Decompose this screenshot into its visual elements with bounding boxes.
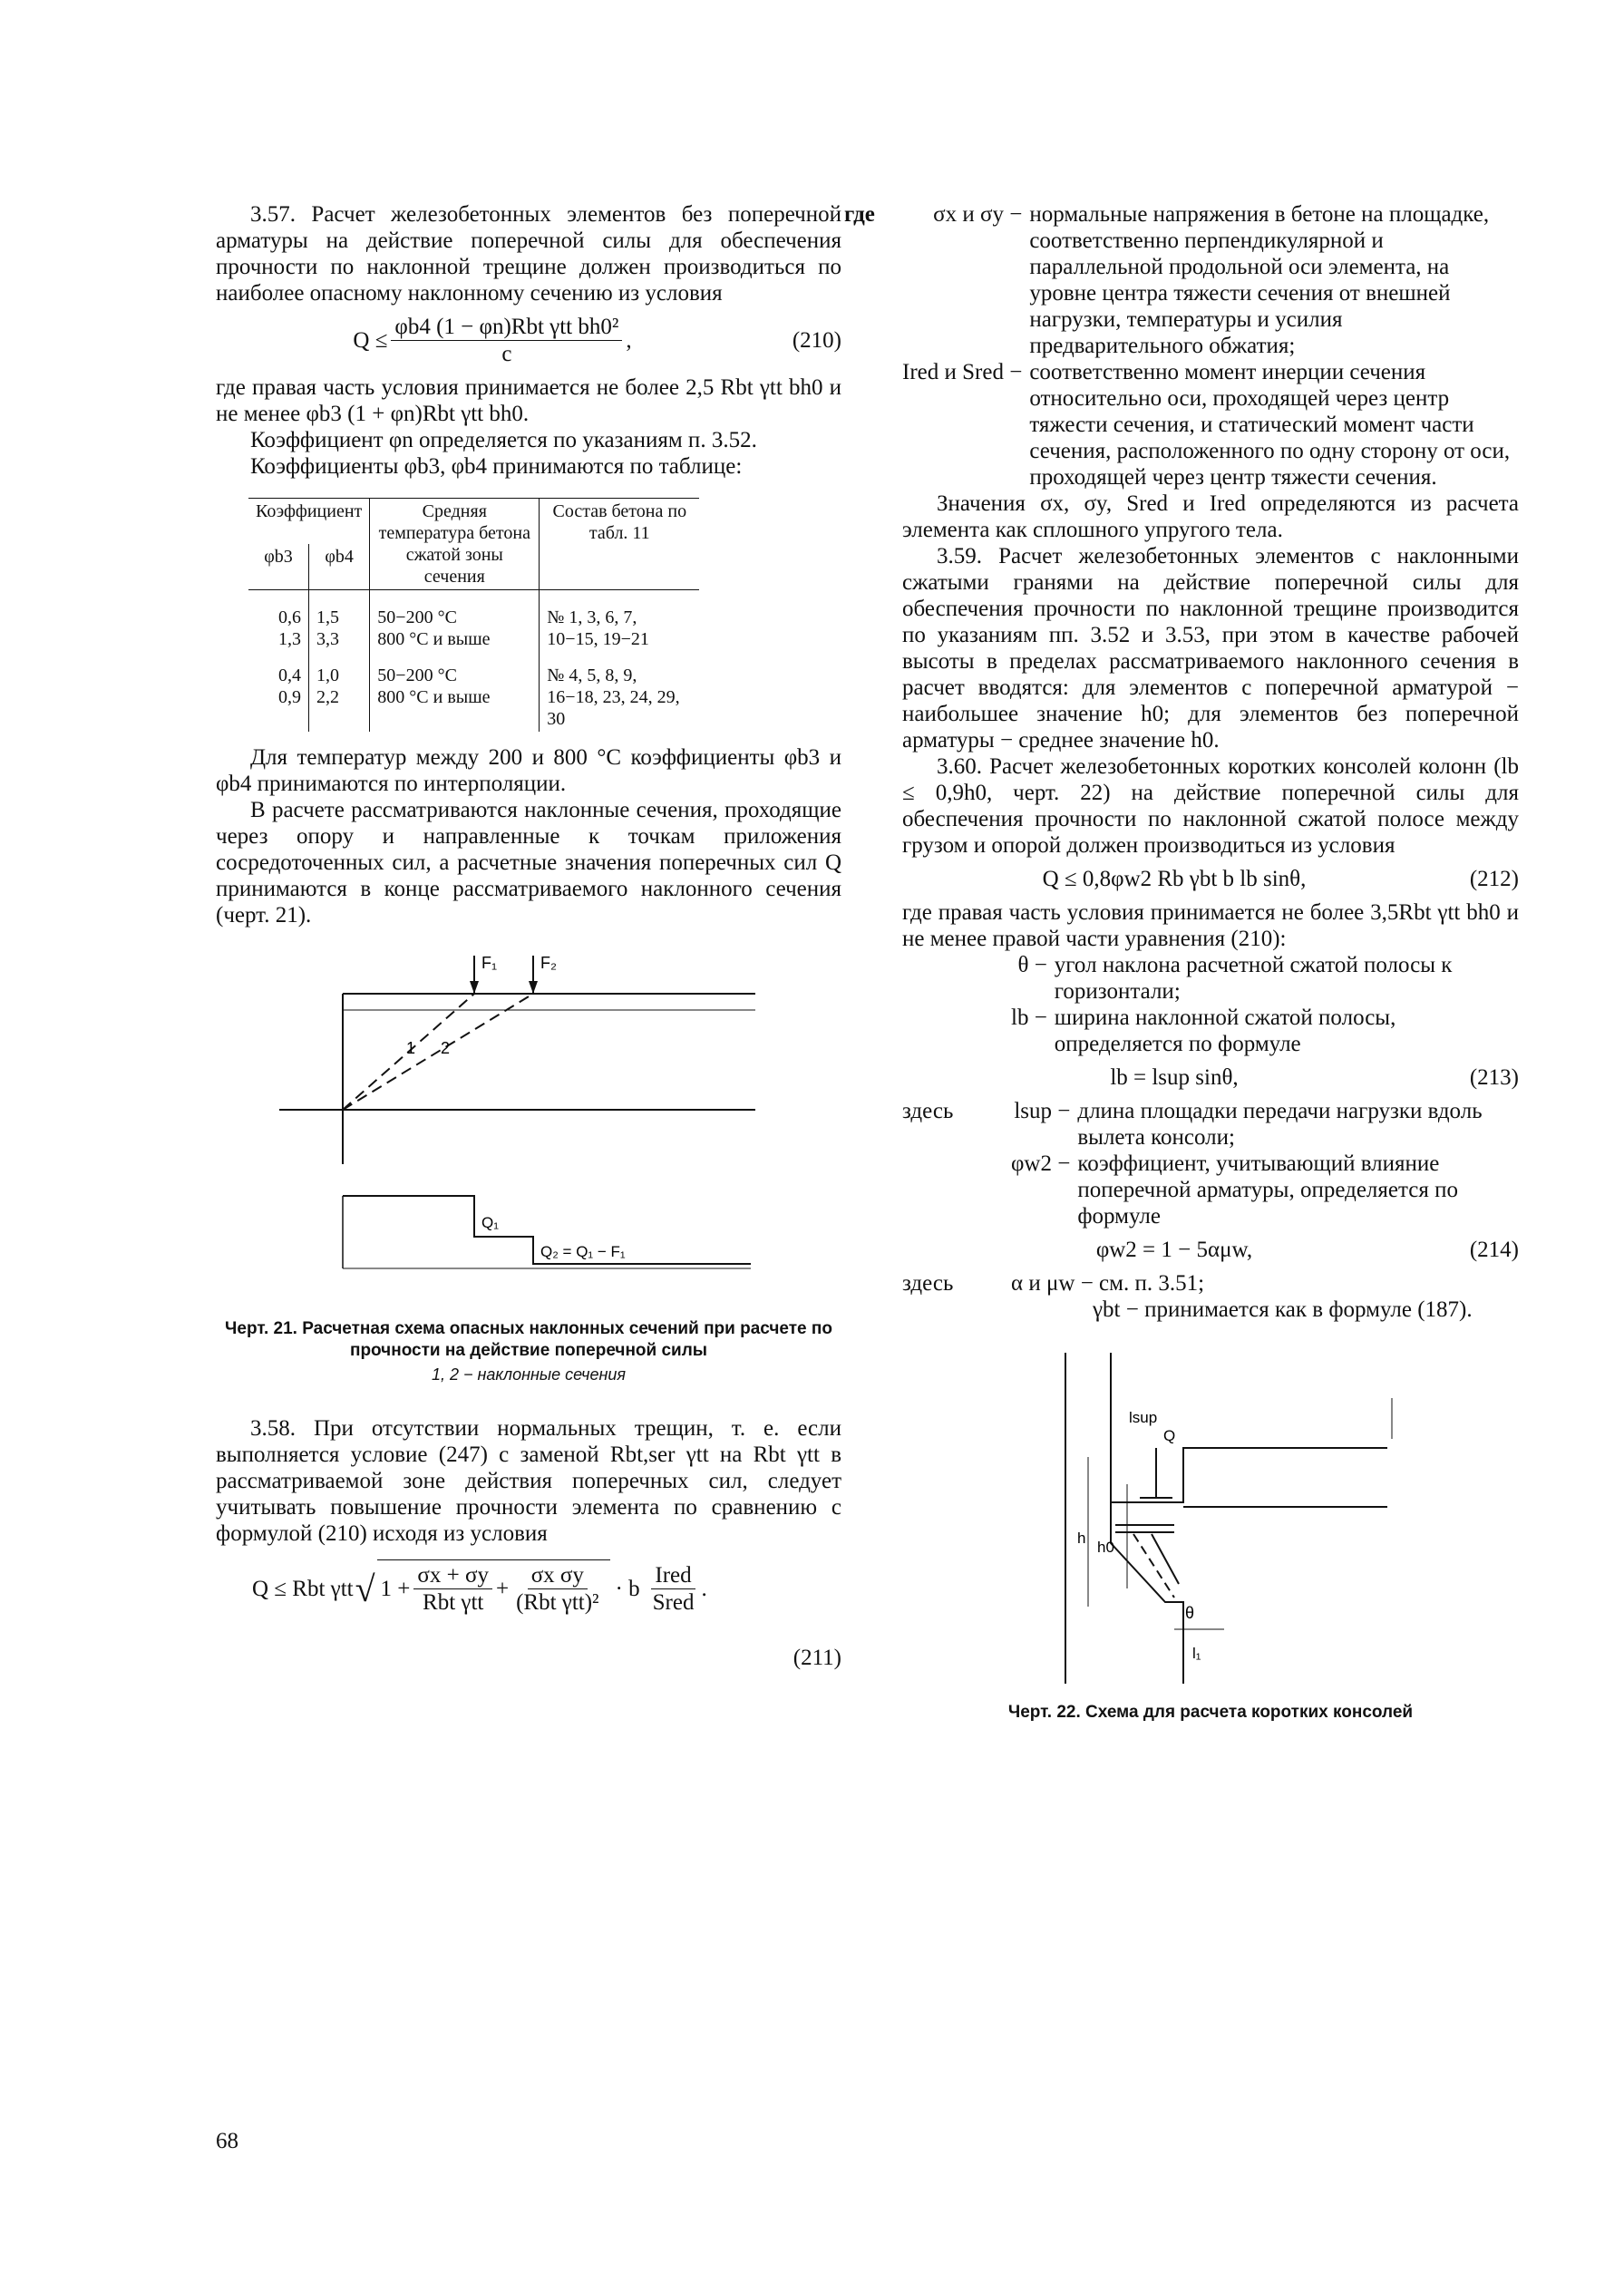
def-value-lsup: длина площадки передачи нагрузки вдоль вылета консоли; xyxy=(1077,1099,1483,1150)
paragraph-calc: В расчете рассматриваются наклонные сечения, проходящие через опору и направленные к точкам приложения сосредоточенных сил, а расчетные значения поперечных сил Q принимаются в конце рассматриваемого наклонного сечения (черт. 21). xyxy=(216,798,841,928)
def-key-alpha: α и μw xyxy=(1011,1271,1075,1296)
paragraph-3-60: 3.60. Расчет железобетонных коротких консолей колонн (lb ≤ 0,9h0, черт. 22) на действие поперечной силы для обеспечения прочности по наклонной сжатой полосе между грузом и опорой должен производиться из условия xyxy=(902,754,1519,858)
label-Q1: Q₁ xyxy=(481,1214,499,1231)
label-section-2: 2 xyxy=(441,1039,451,1057)
label-section-1: 1 xyxy=(406,1039,416,1057)
eq210-numerator: φb4 (1 − φn)Rbt γtt bh0² xyxy=(391,314,622,341)
def-key-sigma: σx и σy − xyxy=(933,202,1023,227)
paragraph-3-58: 3.58. При отсутствии нормальных трещин, т. е. если выполняется условие (247) с заменой Rbt,ser γtt на Rbt γtt в рассматриваемой зоне действия поперечных сил, следует учитывать повышение прочности элемента по сравнению с формулой (210) исходя из условия xyxy=(216,1416,841,1546)
label-here: здесь xyxy=(902,1099,954,1123)
eq212-body: Q ≤ 0,8φw2 Rb γbt b lb sinθ, xyxy=(1042,867,1307,891)
definitions-block-1 xyxy=(844,201,1519,491)
caption-figure-22: Черт. 22. Схема для расчета коротких консолей xyxy=(1007,1703,1414,1722)
right-column xyxy=(844,201,1519,1724)
def-value-gamma: принимается как в формуле (187). xyxy=(1144,1297,1473,1322)
eq211-lhs: Q ≤ Rbt γtt xyxy=(252,1576,354,1601)
header-concrete-mix: Состав бетона по табл. 11 xyxy=(540,499,700,590)
eq213-number: (213) xyxy=(1469,1065,1519,1090)
label-h0: h0 xyxy=(1097,1539,1114,1556)
paragraph-coef-n: Коэффициент φn определяется по указаниям п. 3.52. xyxy=(250,428,757,452)
def-key-gamma: γbt − xyxy=(1093,1297,1139,1322)
header-phi-b3: φb3 xyxy=(248,544,309,590)
table-row xyxy=(248,652,699,732)
def-value-ired: соответственно момент инерции сечения относительно оси, проходящей через центр тяжести сечения, и статический момент части сечения, расположенного по одну сторону от оси, проходящей через центр тяжести сечения. xyxy=(1029,360,1511,490)
figure-22 xyxy=(902,1339,1519,1702)
cell-mix: № 4, 5, 8, 9, 16−18, 23, 24, 29, 30 xyxy=(540,652,700,732)
header-temperature: Средняя температура бетона сжатой зоны сечения xyxy=(370,499,540,590)
def-value-sigma: нормальные напряжения в бетоне на площадке, соответственно перпендикулярной и параллельной продольной оси элемента, на уровне центра тяжести сечения от внешней нагрузки, температуры и усилия предварительного обжатия; xyxy=(1029,202,1490,358)
cell-b3: 0,4 0,9 xyxy=(278,665,302,707)
left-column xyxy=(216,201,841,1671)
coefficient-table xyxy=(248,498,699,732)
paragraph-3-57: 3.57. Расчет железобетонных элементов без поперечной арматуры на действие поперечной силы для обеспечения прочности по наклонной трещине должен производиться по наиболее опасному наклонному сечению из условия xyxy=(216,202,841,306)
def-key-ired: Ired и Sred − xyxy=(902,360,1023,384)
equation-212 xyxy=(902,866,1519,892)
label-here: здесь xyxy=(902,1271,954,1296)
header-phi-b4: φb4 xyxy=(309,544,370,590)
cell-b3: 0,6 1,3 xyxy=(278,607,302,649)
paragraph-where: где правая часть условия принимается не более 2,5 Rbt γtt bh0 и не менее φb3 (1 + φn)Rbt γtt bh0. xyxy=(216,375,841,426)
eq211-number: (211) xyxy=(793,1646,841,1670)
label-h: h xyxy=(1077,1530,1086,1547)
label-F2: F₂ xyxy=(540,954,557,972)
cell-b4: 1,0 2,2 xyxy=(309,652,370,732)
eq210-denominator: c xyxy=(501,342,512,366)
eq210-fraction xyxy=(391,314,622,367)
paragraph-3-59: 3.59. Расчет железобетонных элементов с наклонными сжатыми гранями на действие поперечной силы для обеспечения прочности по наклонной трещине производится по указаниям пп. 3.52 и 3.53, при этом в качестве рабочей высоты в пределах рассматриваемого наклонного сечения в расчет вводятся: для элементов с поперечной арматурой − наибольшее значение h0; для элементов без поперечной арматуры − среднее значение h0. xyxy=(902,544,1519,753)
equation-213 xyxy=(902,1064,1519,1091)
def-value-lb: ширина наклонной сжатой полосы, определяется по формуле xyxy=(1054,1005,1396,1056)
label-theta: θ xyxy=(1185,1604,1195,1622)
paragraph-coef-b: Коэффициенты φb3, φb4 принимаются по таблице: xyxy=(250,454,743,479)
label-where: где xyxy=(844,202,875,227)
eq214-number: (214) xyxy=(1469,1238,1519,1262)
equation-210: Q ≤ $\frac{\text{φb4 (1 − φn)Rbt γtt bh0²}}{c}$ , (210) xyxy=(353,315,841,366)
caption-figure-21-sub: 1, 2 − наклонные сечения xyxy=(431,1365,627,1384)
cell-b4: 1,5 3,3 xyxy=(309,590,370,653)
figure-21 xyxy=(216,937,841,1318)
cell-mix: № 1, 3, 6, 7, 10−15, 19−21 xyxy=(540,590,700,653)
table-row xyxy=(248,590,699,653)
eq212-number: (212) xyxy=(1469,867,1519,891)
def-key-lb: lb − xyxy=(1011,1005,1047,1030)
def-key-theta: θ − xyxy=(1017,953,1047,977)
equation-214 xyxy=(902,1237,1519,1263)
label-Q2: Q₂ = Q₁ − F₁ xyxy=(540,1243,626,1260)
def-value-theta: угол наклона расчетной сжатой полосы к горизонтали; xyxy=(1054,953,1453,1004)
def-key-phiw2: φw2 − xyxy=(1011,1151,1071,1176)
label-Q: Q xyxy=(1163,1427,1176,1444)
label-F1: F₁ xyxy=(481,954,498,972)
cell-temp: 50−200 °C 800 °C и выше xyxy=(370,652,540,732)
equation-211: Q ≤ Rbt γtt √ 1 + $\frac{\sigma x + \sigma y}{\text{Rbt γtt}}$ + $\frac{\text{σx σy}}{\text{(Rbt γtt)²}}$ · b $\frac{\text{Ired}}{\text{Sred}}$ . xyxy=(216,1559,841,1617)
eq210-number: (210) xyxy=(792,328,841,353)
label-lsup: lsup xyxy=(1129,1409,1158,1426)
definitions-block-4 xyxy=(902,1270,1519,1323)
label-l1: l₁ xyxy=(1192,1645,1201,1662)
eq213-body: lb = lsup sinθ, xyxy=(1110,1065,1239,1090)
def-value-phiw2: коэффициент, учитывающий влияние поперечной арматуры, определяется по формуле xyxy=(1077,1151,1458,1229)
eq211-a-den: Rbt γtt xyxy=(423,1590,484,1615)
eq211-b-den: (Rbt γtt)² xyxy=(516,1590,599,1615)
def-value-alpha: − см. п. 3.51; xyxy=(1080,1271,1205,1296)
definitions-block-3 xyxy=(902,1098,1519,1229)
eq211-a-num: σx + σy xyxy=(413,1562,492,1589)
paragraph-where-2: где правая часть условия принимается не более 3,5Rbt γtt bh0 и не менее правой части уравнения (210): xyxy=(902,900,1519,951)
caption-figure-21: Черт. 21. Расчетная схема опасных наклонных сечений при расчете по прочности на действие поперечной силы xyxy=(225,1319,832,1360)
cell-temp: 50−200 °C 800 °C и выше xyxy=(370,590,540,653)
eq211-c-den: Sred xyxy=(652,1589,695,1615)
paragraph-interpolation: Для температур между 200 и 800 °C коэффициенты φb3 и φb4 принимаются по интерполяции. xyxy=(216,745,841,796)
def-key-lsup: lsup − xyxy=(1014,1099,1071,1123)
header-coefficient: Коэффициент xyxy=(248,499,370,545)
eq210-lhs: Q ≤ xyxy=(353,328,388,353)
eq214-body: φw2 = 1 − 5αμw, xyxy=(1095,1238,1253,1262)
page-number: 68 xyxy=(216,2129,238,2153)
eq211-b-num: σx σy xyxy=(528,1562,588,1589)
paragraph-values: Значения σx, σy, Sred и Ired определяются из расчета элемента как сплошного упругого тела. xyxy=(902,491,1519,542)
definitions-block-2 xyxy=(1011,952,1519,1057)
eq211-c-num: Ired xyxy=(651,1562,695,1589)
